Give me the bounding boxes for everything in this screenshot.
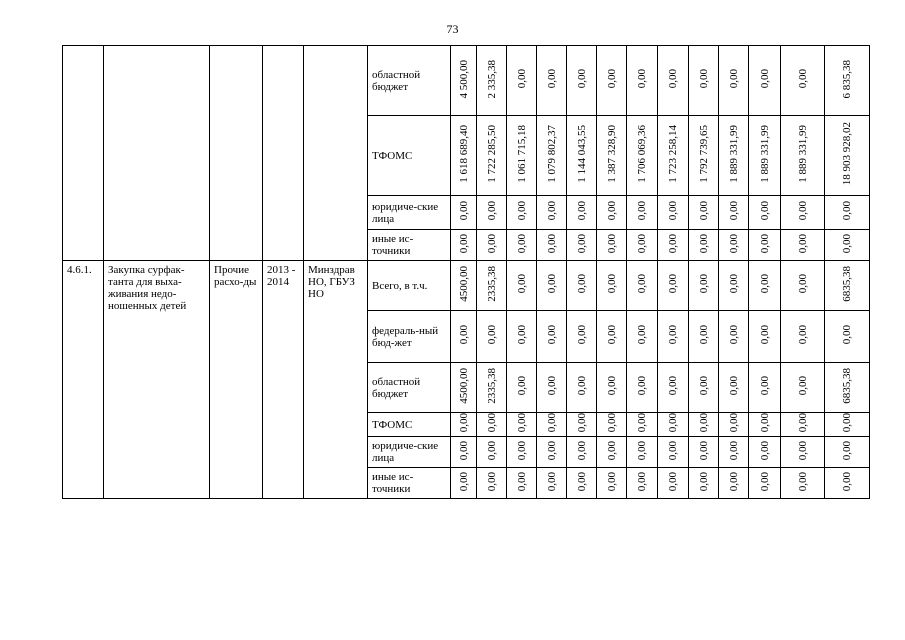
funding-source-cell: юридиче-ские лица: [368, 437, 451, 468]
executor-cell: [304, 46, 368, 261]
value-text: 0,00: [796, 440, 809, 461]
value-text: 0,00: [605, 201, 618, 221]
value-text: 1 889 331,99: [796, 125, 809, 183]
value-cell: [781, 437, 825, 468]
value-text: 0,00: [841, 440, 853, 461]
value-text: 0,00: [605, 440, 618, 461]
value-cell: [627, 261, 658, 311]
value-text: 0,00: [796, 274, 809, 294]
value-text: 0,00: [758, 471, 771, 492]
table-row: [63, 261, 870, 311]
value-text: 0,00: [697, 471, 710, 492]
value-text: 0,00: [636, 69, 648, 89]
value-text: 0,00: [575, 471, 588, 492]
value-text: 4500,00: [457, 266, 470, 302]
value-cell: [537, 230, 567, 261]
value-cell: [507, 46, 537, 116]
value-cell: [658, 363, 689, 413]
funding-source-cell: областной бюджет: [368, 363, 451, 413]
value-cell: [597, 413, 627, 437]
value-cell: [627, 468, 658, 499]
value-cell: [781, 363, 825, 413]
value-text: 0,00: [636, 440, 648, 461]
value-cell: [658, 116, 689, 196]
value-cell: [658, 46, 689, 116]
value-cell: [749, 363, 781, 413]
table-row: [63, 46, 870, 116]
value-text: 0,00: [796, 376, 809, 396]
value-cell: [781, 46, 825, 116]
value-cell: [567, 437, 597, 468]
value-cell: [719, 46, 749, 116]
funding-source-cell: федераль-ный бюд-жет: [368, 311, 451, 363]
value-text: 0,00: [636, 413, 648, 433]
value-cell: [537, 46, 567, 116]
value-cell: [749, 311, 781, 363]
value-text: 0,00: [545, 413, 558, 433]
value-cell: [597, 363, 627, 413]
value-text: 1 792 739,65: [697, 125, 710, 183]
value-cell: [597, 196, 627, 230]
funding-source-cell: ТФОМС: [368, 413, 451, 437]
value-cell: [507, 363, 537, 413]
value-cell: [537, 468, 567, 499]
value-text: 0,00: [545, 440, 558, 461]
value-cell: [507, 196, 537, 230]
value-cell: [537, 311, 567, 363]
value-cell: [477, 261, 507, 311]
value-cell: [507, 437, 537, 468]
value-cell: [719, 468, 749, 499]
value-text: 0,00: [636, 471, 648, 492]
value-cell: [507, 311, 537, 363]
value-text: 0,00: [796, 471, 809, 492]
value-text: 0,00: [796, 201, 809, 221]
value-cell: [451, 437, 477, 468]
value-cell: [477, 311, 507, 363]
value-text: 0,00: [841, 413, 853, 433]
value-text: 0,00: [697, 325, 710, 345]
value-cell: [689, 46, 719, 116]
value-text: 4 500,00: [457, 59, 470, 99]
value-text: 1 889 331,99: [727, 125, 740, 183]
number-cell: [63, 46, 104, 261]
value-text: 0,00: [727, 376, 740, 396]
value-cell: [825, 311, 870, 363]
value-text: 0,00: [727, 274, 740, 294]
value-text: 0,00: [667, 325, 679, 345]
value-text: 0,00: [636, 274, 648, 294]
program-activities-table: [62, 45, 870, 499]
value-text: 0,00: [457, 201, 470, 221]
value-cell: [537, 116, 567, 196]
value-text: 1 144 043,55: [575, 125, 588, 183]
value-text: 0,00: [545, 376, 558, 396]
value-text: 0,00: [667, 376, 679, 396]
value-cell: [627, 311, 658, 363]
value-text: 1 061 715,18: [515, 125, 528, 183]
value-cell: [537, 437, 567, 468]
value-text: 0,00: [605, 69, 618, 89]
value-text: 4500,00: [457, 368, 470, 404]
value-text: 0,00: [575, 376, 588, 396]
page-number: 73: [446, 22, 459, 36]
item-number-cell: 4.6.1.: [63, 261, 104, 499]
value-cell: [451, 311, 477, 363]
value-text: 2 335,38: [485, 59, 498, 99]
value-text: 0,00: [636, 376, 648, 396]
value-text: 1 618 689,40: [457, 125, 470, 183]
value-text: 0,00: [667, 471, 679, 492]
value-text: 0,00: [575, 233, 588, 254]
value-text: 0,00: [841, 325, 853, 345]
value-text: 0,00: [841, 471, 853, 492]
value-cell: [507, 413, 537, 437]
value-cell: [567, 363, 597, 413]
value-text: 0,00: [485, 471, 498, 492]
value-cell: [658, 468, 689, 499]
value-cell: [597, 116, 627, 196]
value-cell: [781, 311, 825, 363]
value-text: 0,00: [515, 325, 528, 345]
value-text: 0,00: [575, 440, 588, 461]
value-text: 0,00: [636, 233, 648, 254]
value-text: 0,00: [575, 325, 588, 345]
value-cell: [719, 196, 749, 230]
value-cell: [477, 196, 507, 230]
value-text: 18 903 928,02: [841, 122, 853, 186]
value-text: 6835,38: [841, 368, 853, 404]
funding-source-cell: ТФОМС: [368, 116, 451, 196]
value-cell: [781, 261, 825, 311]
value-text: 0,00: [727, 325, 740, 345]
value-text: 0,00: [796, 69, 809, 89]
value-cell: [658, 261, 689, 311]
value-text: 0,00: [727, 201, 740, 221]
funding-source-cell: областной бюджет: [368, 46, 451, 116]
funding-source-cell: иные ис-точники: [368, 230, 451, 261]
value-cell: [477, 413, 507, 437]
value-cell: [825, 261, 870, 311]
value-text: 0,00: [796, 325, 809, 345]
value-text: 0,00: [605, 376, 618, 396]
value-text: 0,00: [727, 471, 740, 492]
value-text: 0,00: [515, 274, 528, 294]
value-cell: [567, 311, 597, 363]
value-text: 0,00: [515, 376, 528, 396]
value-text: 0,00: [758, 440, 771, 461]
funding-source-cell: Всего, в т.ч.: [368, 261, 451, 311]
value-text: 0,00: [545, 69, 558, 89]
value-text: 0,00: [515, 413, 528, 433]
value-cell: [597, 46, 627, 116]
value-text: 0,00: [697, 376, 710, 396]
value-text: 0,00: [796, 413, 809, 433]
value-text: 0,00: [667, 413, 679, 433]
name-cell: [104, 46, 210, 261]
period-cell: [263, 46, 304, 261]
value-cell: [749, 437, 781, 468]
value-cell: [781, 116, 825, 196]
value-cell: [658, 437, 689, 468]
value-cell: [825, 437, 870, 468]
value-text: 0,00: [575, 69, 588, 89]
value-text: 0,00: [697, 69, 710, 89]
value-cell: [749, 413, 781, 437]
value-cell: [627, 230, 658, 261]
value-text: 0,00: [697, 201, 710, 221]
value-cell: [597, 311, 627, 363]
value-cell: [719, 437, 749, 468]
value-text: 0,00: [605, 471, 618, 492]
value-text: 0,00: [485, 413, 498, 433]
period-cell: 2013 - 2014: [263, 261, 304, 499]
value-cell: [451, 196, 477, 230]
value-cell: [781, 230, 825, 261]
value-cell: [451, 363, 477, 413]
value-text: 0,00: [758, 69, 771, 89]
value-cell: [658, 311, 689, 363]
value-text: 0,00: [727, 413, 740, 433]
value-cell: [451, 116, 477, 196]
value-cell: [567, 261, 597, 311]
value-text: 0,00: [515, 440, 528, 461]
value-cell: [749, 196, 781, 230]
value-cell: [597, 230, 627, 261]
value-cell: [719, 230, 749, 261]
value-text: 0,00: [545, 201, 558, 221]
value-text: 0,00: [457, 471, 470, 492]
value-text: 0,00: [515, 471, 528, 492]
value-cell: [451, 468, 477, 499]
value-cell: [825, 363, 870, 413]
value-text: 0,00: [697, 233, 710, 254]
value-cell: [719, 116, 749, 196]
executor-cell: Минздрав НО, ГБУЗ НО: [304, 261, 368, 499]
value-text: 0,00: [667, 233, 679, 254]
value-text: 0,00: [545, 471, 558, 492]
value-text: 0,00: [758, 376, 771, 396]
value-cell: [689, 311, 719, 363]
value-cell: [689, 196, 719, 230]
value-text: 0,00: [667, 69, 679, 89]
value-cell: [507, 261, 537, 311]
value-cell: [689, 468, 719, 499]
value-cell: [749, 116, 781, 196]
value-cell: [825, 116, 870, 196]
value-cell: [537, 413, 567, 437]
value-cell: [749, 261, 781, 311]
item-name-cell: Закупка сурфак-танта для выха-живания недо-ношенных детей: [104, 261, 210, 499]
value-text: 0,00: [636, 325, 648, 345]
value-cell: [749, 468, 781, 499]
value-cell: [825, 196, 870, 230]
value-text: 0,00: [545, 274, 558, 294]
value-cell: [477, 46, 507, 116]
value-text: 0,00: [758, 201, 771, 221]
value-text: 0,00: [605, 413, 618, 433]
value-cell: [689, 413, 719, 437]
value-text: 1 706 069,36: [636, 125, 648, 183]
value-cell: [507, 468, 537, 499]
value-cell: [567, 230, 597, 261]
value-text: 0,00: [636, 201, 648, 221]
value-text: 0,00: [605, 233, 618, 254]
value-cell: [825, 46, 870, 116]
value-cell: [658, 230, 689, 261]
value-cell: [567, 116, 597, 196]
value-cell: [597, 437, 627, 468]
value-text: 0,00: [515, 201, 528, 221]
value-text: 0,00: [727, 69, 740, 89]
value-text: 0,00: [515, 233, 528, 254]
value-text: 0,00: [727, 440, 740, 461]
value-text: 0,00: [575, 413, 588, 433]
value-text: 0,00: [605, 274, 618, 294]
value-text: 0,00: [575, 274, 588, 294]
value-text: 0,00: [727, 233, 740, 254]
value-cell: [627, 363, 658, 413]
funding-source-cell: юридиче-ские лица: [368, 196, 451, 230]
value-cell: [477, 363, 507, 413]
value-text: 2335,38: [485, 368, 498, 404]
value-text: 6835,38: [841, 266, 853, 302]
value-cell: [719, 413, 749, 437]
value-cell: [567, 196, 597, 230]
value-cell: [719, 261, 749, 311]
value-cell: [537, 363, 567, 413]
value-text: 0,00: [697, 440, 710, 461]
value-cell: [658, 413, 689, 437]
value-text: 0,00: [697, 274, 710, 294]
value-cell: [749, 46, 781, 116]
value-cell: [451, 46, 477, 116]
value-cell: [567, 468, 597, 499]
value-text: 0,00: [758, 233, 771, 254]
value-cell: [689, 261, 719, 311]
value-cell: [567, 46, 597, 116]
value-text: 0,00: [841, 201, 853, 221]
value-cell: [689, 437, 719, 468]
value-cell: [825, 230, 870, 261]
value-cell: [627, 437, 658, 468]
value-cell: [451, 413, 477, 437]
value-text: 0,00: [575, 201, 588, 221]
value-cell: [477, 116, 507, 196]
value-cell: [597, 261, 627, 311]
value-text: 0,00: [841, 233, 853, 254]
value-cell: [719, 311, 749, 363]
value-text: 0,00: [457, 325, 470, 345]
value-cell: [477, 230, 507, 261]
value-text: 0,00: [758, 325, 771, 345]
value-text: 0,00: [485, 325, 498, 345]
value-text: 0,00: [457, 413, 470, 433]
value-text: 0,00: [667, 201, 679, 221]
value-text: 0,00: [457, 440, 470, 461]
value-text: 0,00: [485, 201, 498, 221]
value-text: 1 387 328,90: [605, 125, 618, 183]
value-cell: [658, 196, 689, 230]
value-text: 6 835,38: [841, 59, 853, 99]
value-text: 0,00: [667, 440, 679, 461]
value-text: 0,00: [758, 413, 771, 433]
value-cell: [627, 196, 658, 230]
value-cell: [689, 116, 719, 196]
value-cell: [451, 230, 477, 261]
value-text: 1 723 258,14: [667, 125, 679, 183]
expense-type-cell: [210, 46, 263, 261]
value-text: 1 079 802,37: [545, 125, 558, 183]
value-cell: [781, 468, 825, 499]
value-text: 0,00: [485, 233, 498, 254]
value-text: 1 889 331,99: [758, 125, 771, 183]
value-cell: [719, 363, 749, 413]
value-text: 0,00: [545, 233, 558, 254]
value-cell: [627, 116, 658, 196]
value-text: 0,00: [485, 440, 498, 461]
value-text: 0,00: [667, 274, 679, 294]
value-cell: [781, 196, 825, 230]
value-cell: [567, 413, 597, 437]
value-cell: [537, 196, 567, 230]
value-text: 0,00: [605, 325, 618, 345]
value-cell: [689, 363, 719, 413]
value-cell: [825, 413, 870, 437]
value-text: 0,00: [457, 233, 470, 254]
value-text: 0,00: [796, 233, 809, 254]
value-text: 0,00: [545, 325, 558, 345]
value-cell: [477, 437, 507, 468]
value-cell: [689, 230, 719, 261]
value-cell: [507, 116, 537, 196]
value-cell: [507, 230, 537, 261]
value-text: 1 722 285,50: [485, 125, 498, 183]
value-cell: [537, 261, 567, 311]
value-cell: [749, 230, 781, 261]
expense-type-cell: Прочие расхо-ды: [210, 261, 263, 499]
value-text: 0,00: [515, 69, 528, 89]
value-cell: [781, 413, 825, 437]
value-cell: [825, 468, 870, 499]
value-cell: [477, 468, 507, 499]
value-cell: [597, 468, 627, 499]
value-text: 0,00: [697, 413, 710, 433]
value-text: 2335,38: [485, 266, 498, 302]
value-cell: [627, 46, 658, 116]
value-cell: [627, 413, 658, 437]
value-text: 0,00: [758, 274, 771, 294]
funding-source-cell: иные ис-точники: [368, 468, 451, 499]
value-cell: [451, 261, 477, 311]
